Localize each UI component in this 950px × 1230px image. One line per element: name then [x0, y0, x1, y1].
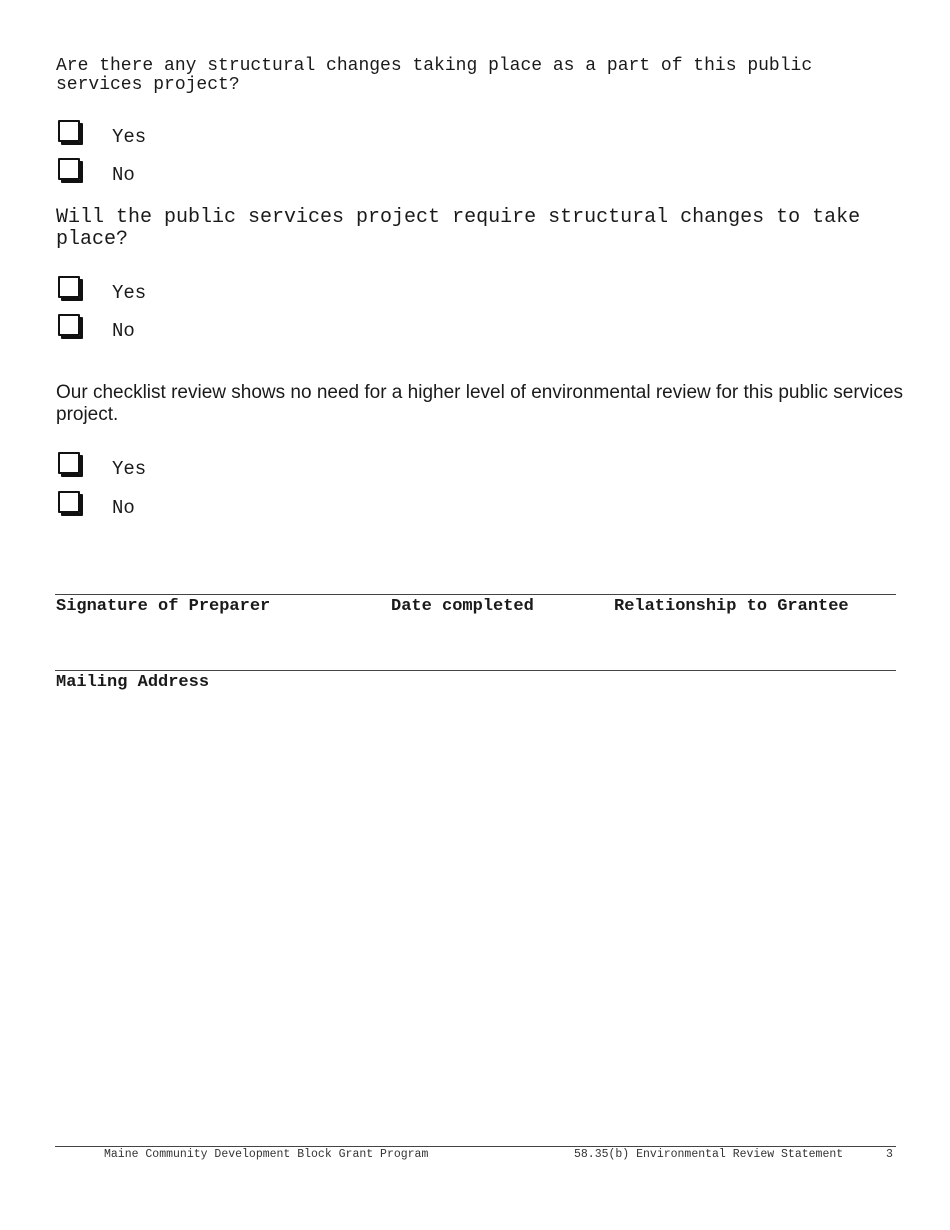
- checkbox-icon[interactable]: [58, 158, 80, 180]
- footer-program-name: Maine Community Development Block Grant Program: [104, 1148, 429, 1161]
- checkbox-icon[interactable]: [58, 452, 80, 474]
- option-label-yes: Yes: [112, 282, 147, 304]
- signature-line[interactable]: [55, 594, 896, 595]
- checkbox-icon[interactable]: [58, 491, 80, 513]
- question-2-text: Will the public services project require structural changes to take place?: [56, 206, 861, 251]
- option-label-yes: Yes: [112, 126, 147, 148]
- question-3-text: Our checklist review shows no need for a higher level of environmental review for this public services project.: [56, 382, 903, 425]
- checkbox-icon[interactable]: [58, 276, 80, 298]
- option-label-no: No: [112, 164, 135, 186]
- option-label-no: No: [112, 497, 135, 519]
- footer-page-number: 3: [886, 1148, 893, 1161]
- checkbox-icon[interactable]: [58, 120, 80, 142]
- option-label-yes: Yes: [112, 458, 147, 480]
- relationship-to-grantee-label: Relationship to Grantee: [614, 597, 849, 616]
- footer-rule: [55, 1146, 896, 1147]
- mailing-address-label: Mailing Address: [56, 673, 210, 692]
- footer-form-title: 58.35(b) Environmental Review Statement: [574, 1148, 844, 1161]
- date-completed-label: Date completed: [391, 597, 534, 616]
- signature-of-preparer-label: Signature of Preparer: [56, 597, 271, 616]
- option-label-no: No: [112, 320, 135, 342]
- question-1-text: Are there any structural changes taking place as a part of this public services project?: [56, 56, 813, 95]
- mailing-address-line[interactable]: [55, 670, 896, 671]
- checkbox-icon[interactable]: [58, 314, 80, 336]
